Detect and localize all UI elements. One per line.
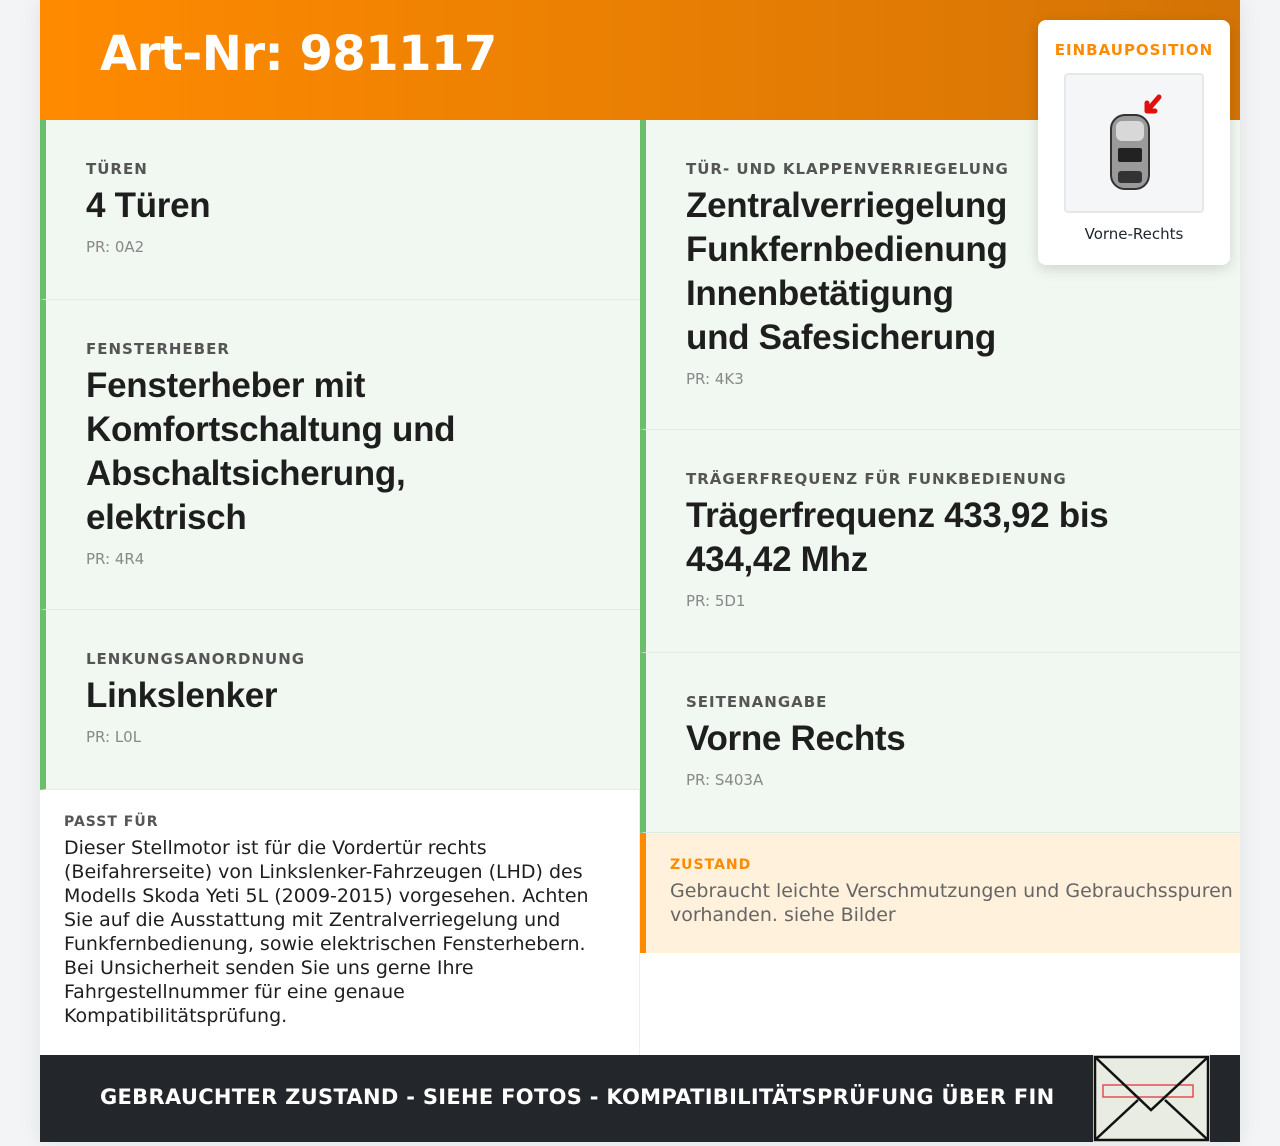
spec-card-windows xyxy=(40,300,640,610)
install-position-badge xyxy=(1038,20,1230,265)
spec-label: LENKUNGSANORDNUNG xyxy=(86,650,306,668)
spec-value: Vorne Rechts xyxy=(686,719,906,758)
footer-text: GEBRAUCHTER ZUSTAND - SIEHE FOTOS - KOMPATIBILITÄTSPRÜFUNG ÜBER FIN xyxy=(100,1085,1055,1109)
article-number: Art-Nr: 981117 xyxy=(100,26,497,82)
compatibility-section xyxy=(40,790,640,1055)
condition-text: Gebraucht leichte Verschmutzungen und Gebrauchsspuren vorhanden. siehe Bilder xyxy=(670,880,1233,926)
spec-pr: PR: 0A2 xyxy=(86,238,145,256)
spec-value: 4 Türen xyxy=(86,186,211,225)
install-position-label: EINBAUPOSITION xyxy=(1054,41,1214,59)
condition-label: ZUSTAND xyxy=(670,857,752,873)
condition-section xyxy=(640,833,1240,953)
spec-value: Trägerfrequenz 433,92 bis 434,42 Mhz xyxy=(686,496,1109,579)
envelope-icon xyxy=(1093,1055,1210,1142)
spec-label: TRÄGERFREQUENZ FÜR FUNKBEDIENUNG xyxy=(686,470,1067,488)
car-icon xyxy=(1099,93,1169,193)
spec-value: Zentralverriegelung Funkfernbedienung Innenbetätigung und Safesicherung xyxy=(686,186,1008,357)
vin-envelope-image xyxy=(1093,1055,1210,1142)
install-position-caption: Vorne-Rechts xyxy=(1084,225,1184,243)
spec-label: SEITENANGABE xyxy=(686,693,828,711)
spec-label: TÜR- UND KLAPPENVERRIEGELUNG xyxy=(686,160,1009,178)
spec-pr: PR: 5D1 xyxy=(686,592,746,610)
spec-value: Linkslenker xyxy=(86,676,278,715)
spec-pr: PR: L0L xyxy=(86,728,142,746)
spec-card-frequency xyxy=(640,430,1240,653)
product-sheet xyxy=(40,0,1240,1142)
compatibility-text: Dieser Stellmotor ist für die Vordertür rechts (Beifahrerseite) von Linkslenker-Fahrzeugen (LHD) des Modells Skoda Yeti 5L (2009-2015) vorgesehen. Achten Sie auf die Ausstattung mit Zentralverriegelung und Funkfernbedienung, sowie elektrischen Fensterhebern. Bei Unsicherheit senden Sie uns gerne Ihre Fahrgestellnummer für eine genaue Kompatibilitätsprüfung. xyxy=(64,837,589,1027)
spec-card-side xyxy=(640,653,1240,833)
spec-card-doors xyxy=(40,120,640,300)
spec-pr: PR: S403A xyxy=(686,771,764,789)
spec-pr: PR: 4K3 xyxy=(686,370,744,388)
compatibility-label: PASST FÜR xyxy=(64,814,159,830)
spec-value: Fensterheber mit Komfortschaltung und Abschaltsicherung, elektrisch xyxy=(86,366,456,537)
footer-banner xyxy=(40,1055,1240,1142)
spec-pr: PR: 4R4 xyxy=(86,550,145,568)
spec-card-steering xyxy=(40,610,640,790)
spec-label: TÜREN xyxy=(86,160,148,178)
car-position-image xyxy=(1064,73,1204,213)
spec-label: FENSTERHEBER xyxy=(86,340,230,358)
